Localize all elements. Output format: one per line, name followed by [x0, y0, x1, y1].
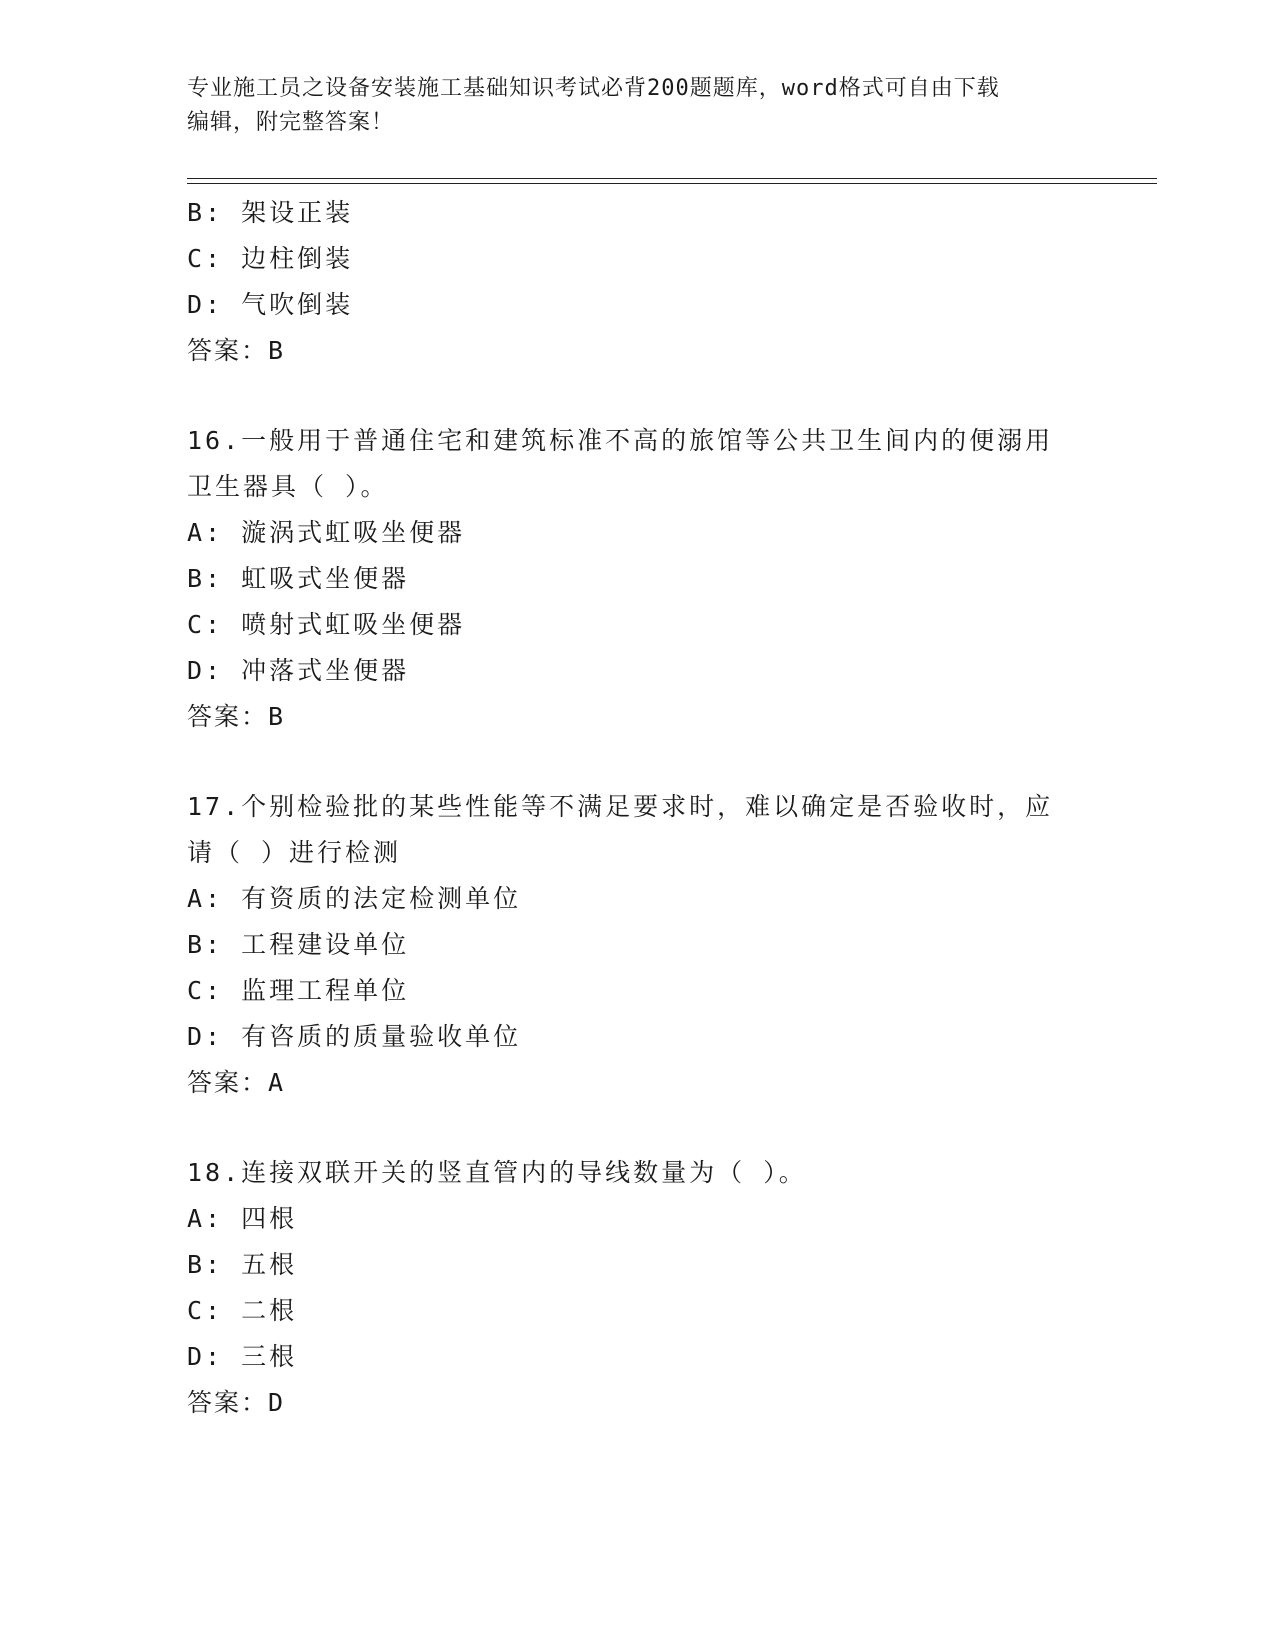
answer-value: B: [268, 336, 286, 365]
answer-value: A: [268, 1068, 286, 1097]
option-c: C: 二根: [187, 1296, 298, 1325]
question-title-line-2: 卫生器具（ ）。: [187, 472, 389, 501]
option-d: D: 冲落式坐便器: [187, 656, 410, 685]
answer-line: [187, 328, 1087, 374]
option-c: C: 喷射式虹吸坐便器: [187, 610, 466, 639]
answer-label: 答案：: [187, 1388, 269, 1417]
header-line-2: 编辑，附完整答案！: [187, 110, 395, 135]
answer-value: D: [268, 1388, 286, 1417]
question-title-line-1: 17.个别检验批的某些性能等不满足要求时，难以确定是否验收时，应: [187, 792, 1054, 821]
answer-label: 答案：: [187, 702, 269, 731]
option-b: B: 工程建设单位: [187, 930, 410, 959]
header-rule-bottom: [187, 183, 1157, 184]
answer-line: [187, 1380, 1087, 1426]
option-a: A: 四根: [187, 1204, 298, 1233]
option-c: C: 边柱倒装: [187, 244, 354, 273]
option-d: D: 有咨质的质量验收单位: [187, 1022, 522, 1051]
option-a: A: 有资质的法定检测单位: [187, 884, 522, 913]
answer-value: B: [268, 702, 286, 731]
option-b: B: 虹吸式坐便器: [187, 564, 410, 593]
option-a: A: 漩涡式虹吸坐便器: [187, 518, 466, 547]
answer-line: [187, 694, 1087, 740]
answer-line: [187, 1060, 1087, 1106]
question-16: [187, 418, 1087, 740]
answer-label: 答案：: [187, 336, 269, 365]
question-17: [187, 784, 1087, 1106]
option-d: D: 气吹倒装: [187, 290, 354, 319]
question-title-line-2: 请（ ）进行检测: [187, 838, 402, 867]
option-b: B: 五根: [187, 1250, 298, 1279]
header-line-1: 专业施工员之设备安装施工基础知识考试必背200题题库，word格式可自由下载: [187, 76, 1000, 101]
header-rule-top: [187, 178, 1157, 179]
document-header: [187, 72, 1067, 140]
question-18: [187, 1150, 1087, 1426]
option-d: D: 三根: [187, 1342, 298, 1371]
question-title-line-1: 18.连接双联开关的竖直管内的导线数量为（ ）。: [187, 1158, 807, 1187]
answer-label: 答案：: [187, 1068, 269, 1097]
option-b: B: 架设正装: [187, 198, 354, 227]
question-title-line-1: 16.一般用于普通住宅和建筑标准不高的旅馆等公共卫生间内的便溺用: [187, 426, 1054, 455]
option-c: C: 监理工程单位: [187, 976, 410, 1005]
question-list: [187, 190, 1087, 1426]
partial-question: [187, 190, 1087, 374]
